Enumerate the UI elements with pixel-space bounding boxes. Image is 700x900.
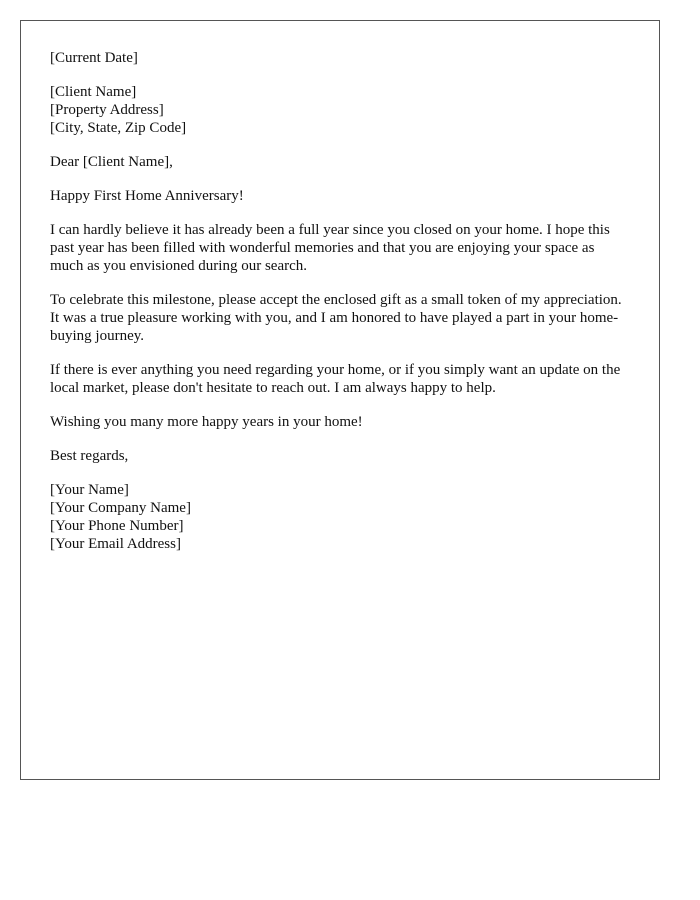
salutation: Dear [Client Name], bbox=[50, 154, 173, 170]
signature-block bbox=[50, 481, 630, 553]
date-block bbox=[50, 49, 630, 67]
letter-date: [Current Date] bbox=[50, 50, 138, 66]
signature-company: [Your Company Name] bbox=[50, 500, 191, 516]
body-paragraph: If there is ever anything you need regarding your home, or if you simply want an update on the local market, please don't hesitate to reach out. I am always happy to help. bbox=[50, 362, 621, 396]
recipient-address-block bbox=[50, 83, 630, 137]
body-paragraph: I can hardly believe it has already been a full year since you closed on your home. I hope this past year has been filled with wonderful memories and that you are enjoying your space as much as you envisioned during our search. bbox=[50, 222, 610, 274]
greeting-line: Happy First Home Anniversary! bbox=[50, 188, 244, 204]
closing: Best regards, bbox=[50, 448, 129, 464]
recipient-name: [Client Name] bbox=[50, 84, 137, 100]
signature-email: [Your Email Address] bbox=[50, 536, 181, 552]
letter-page bbox=[20, 20, 660, 780]
body-paragraph: To celebrate this milestone, please accept the enclosed gift as a small token of my appreciation. It was a true pleasure working with you, and I am honored to have played a part in your home-buying journey. bbox=[50, 292, 622, 344]
letter-body bbox=[50, 49, 630, 569]
signature-phone: [Your Phone Number] bbox=[50, 518, 184, 534]
body-paragraph: Wishing you many more happy years in your home! bbox=[50, 414, 363, 430]
signature-name: [Your Name] bbox=[50, 482, 129, 498]
recipient-city-state-zip: [City, State, Zip Code] bbox=[50, 120, 187, 136]
recipient-property-address: [Property Address] bbox=[50, 102, 164, 118]
